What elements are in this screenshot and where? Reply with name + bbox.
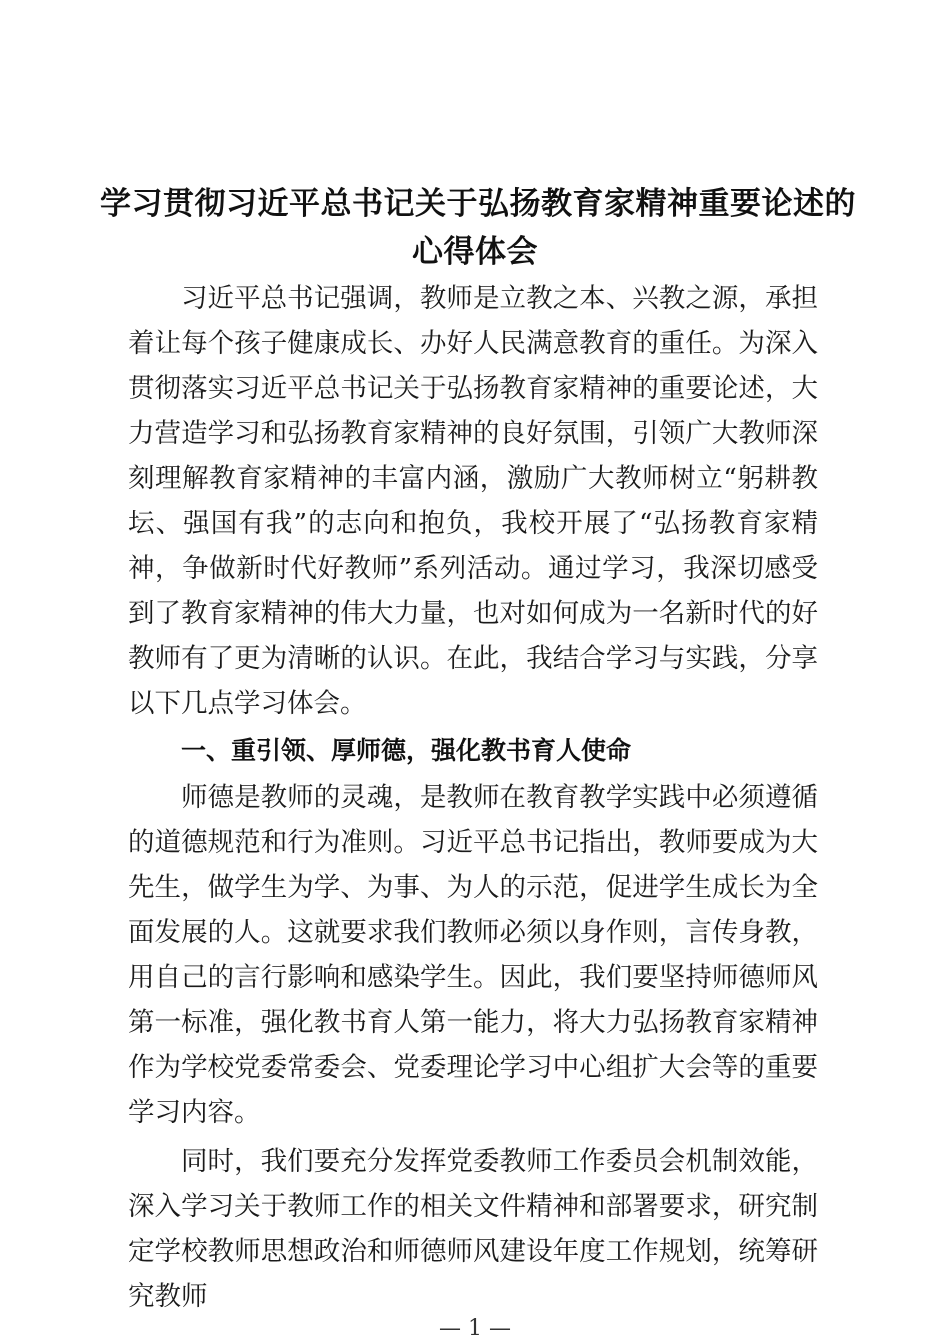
document-title-line-2: 心得体会 bbox=[412, 234, 538, 270]
body-paragraph-2: 同时，我们要充分发挥党委教师工作委员会机制效能，深入学习关于教师工作的相关文件精神和部署要求，研究制定学校教师思想政治和师德师风建设年度工作规划，统筹研究教师 bbox=[128, 1146, 818, 1312]
page-number: — 1 — bbox=[439, 1316, 511, 1341]
body-paragraph-1: 师德是教师的灵魂，是教师在教育教学实践中必须遵循的道德规范和行为准则。习近平总书记指出，教师要成为大先生，做学生为学、为事、为人的示范，促进学生成长为全面发展的人。这就要求我们教师必须以身作则，言传身教，用自己的言行影响和感染学生。因此，我们要坚持师德师风第一标准，强化教书育人第一能力，将大力弘扬教育家精神作为学校党委常委会、党委理论学习中心组扩大会等的重要学习内容。 bbox=[128, 782, 818, 1128]
document-title-line-1: 学习贯彻习近平总书记关于弘扬教育家精神重要论述的 bbox=[100, 186, 856, 222]
section-heading-1: 一、重引领、厚师德，强化教书育人使命 bbox=[181, 736, 632, 765]
document-body bbox=[128, 276, 818, 1319]
intro-paragraph: 习近平总书记强调，教师是立教之本、兴教之源，承担着让每个孩子健康成长、办好人民满意教育的重任。为深入贯彻落实习近平总书记关于弘扬教育家精神的重要论述，大力营造学习和弘扬教育家精神的良好氛围，引领广大教师深刻理解教育家精神的丰富内涵，激励广大教师树立“躬耕教坛、强国有我”的志向和抱负，我校开展了“弘扬教育家精神，争做新时代好教师”系列活动。通过学习，我深切感受到了教育家精神的伟大力量，也对如何成为一名新时代的好教师有了更为清晰的认识。在此，我结合学习与实践，分享以下几点学习体会。 bbox=[128, 283, 818, 719]
